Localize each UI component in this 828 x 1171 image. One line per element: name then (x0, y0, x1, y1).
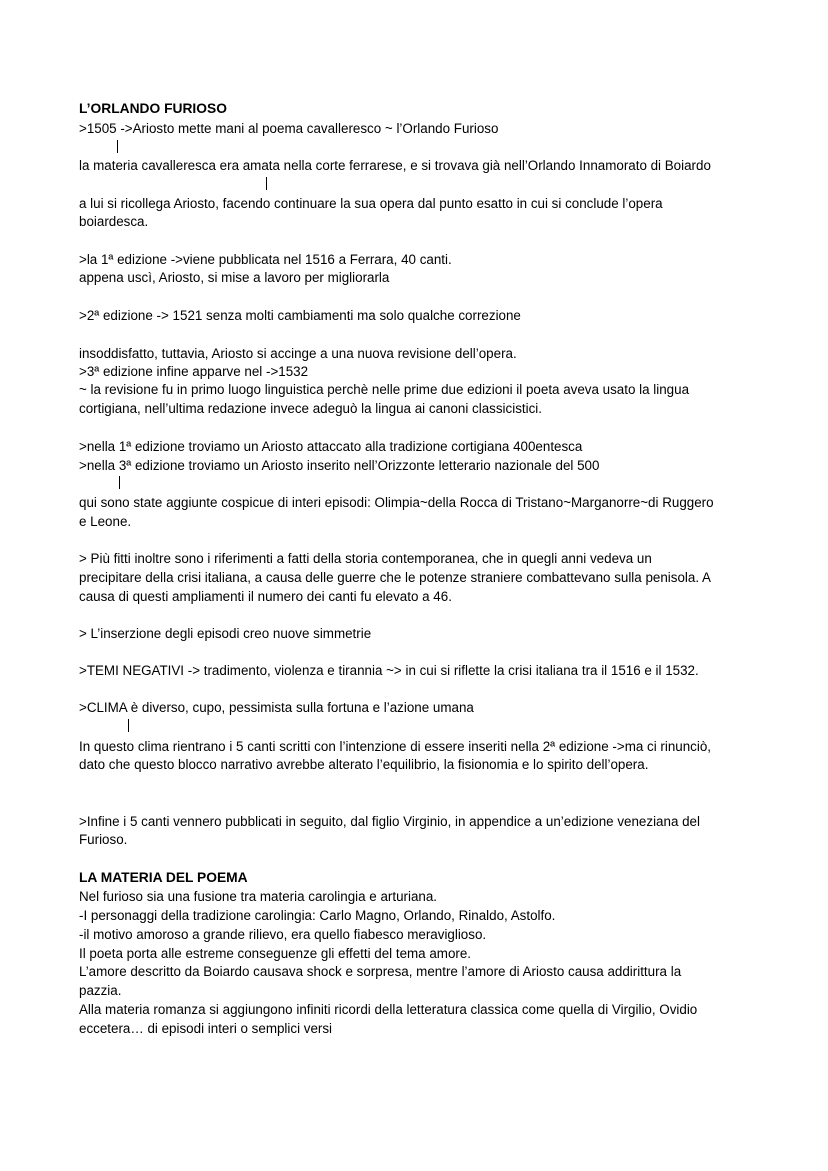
text-line: precipitare della crisi italiana, a causa delle guerre che le potenze straniere combattevano sulla penisola. A (79, 570, 711, 585)
text-line: causa di questi ampliamenti il numero dei canti fu elevato a 46. (79, 589, 452, 604)
text-line: dato che questo blocco narrativo avrebbe alterato l’equilibrio, la fisionomia e lo spirito dell’opera. (79, 757, 649, 772)
text-line: >nella 1ª edizione troviamo un Ariosto attaccato alla tradizione cortigiana 400entesca (79, 439, 583, 454)
connector-line (128, 719, 129, 732)
text-line: >TEMI NEGATIVI -> tradimento, violenza e tirannia ~> in cui si riflette la crisi italiana tra il 1516 e il 1532. (79, 663, 699, 678)
text-line: >CLIMA è diverso, cupo, pessimista sulla fortuna e l’azione umana (79, 700, 474, 715)
text-line: la materia cavalleresca era amata nella corte ferrarese, e si trovava già nell’Orlando Innamorato di Boiardo (79, 158, 711, 173)
text-line: cortigiana, nell’ultima redazione invece adeguò la lingua ai canoni classicistici. (79, 401, 542, 416)
text-line: Nel furioso sia una fusione tra materia carolingia e arturiana. (79, 889, 438, 904)
text-line: appena uscì, Ariosto, si mise a lavoro per migliorarla (79, 270, 390, 285)
text-line: >nella 3ª edizione troviamo un Ariosto inserito nell’Orizzonte letterario nazionale del 500 (79, 458, 600, 473)
text-line: -il motivo amoroso a grande rilievo, era quello fiabesco meraviglioso. (79, 927, 487, 942)
text-line: >2ª edizione -> 1521 senza molti cambiamenti ma solo qualche correzione (79, 308, 521, 323)
connector-line (117, 140, 118, 153)
text-line: > Più fitti inoltre sono i riferimenti a fatti della storia contemporanea, che in quegli anni vedeva un (79, 551, 652, 566)
text-line: eccetera… di episodi interi o semplici versi (79, 1021, 333, 1036)
text-line: Furioso. (79, 832, 128, 847)
text-line: L’amore descritto da Boiardo causava shock e sorpresa, mentre l’amore di Ariosto causa addirittura la (79, 964, 682, 979)
text-line: boiardesca. (79, 214, 149, 229)
text-line: ~ la revisione fu in primo luogo linguistica perchè nelle prime due edizioni il poeta aveva usato la lingua (79, 382, 690, 397)
text-line: a lui si ricollega Ariosto, facendo continuare la sua opera dal punto esatto in cui si conclude l’opera (79, 196, 663, 211)
text-line: >3ª edizione infine apparve nel ->1532 (79, 364, 309, 379)
connector-line (266, 177, 267, 190)
text-line: >1505 ->Ariosto mette mani al poema cavalleresco ~ l’Orlando Furioso (79, 121, 499, 136)
text-line: Il poeta porta alle estreme conseguenze gli effetti del tema amore. (79, 946, 472, 961)
text-line: e Leone. (79, 514, 132, 529)
text-line: Alla materia romanza si aggiungono infiniti ricordi della letteratura classica come quella di Virgilio, Ovidio (79, 1002, 698, 1017)
text-line: -I personaggi della tradizione carolingia: Carlo Magno, Orlando, Rinaldo, Astolfo. (79, 908, 556, 923)
text-line: insoddisfatto, tuttavia, Ariosto si accinge a una nuova revisione dell’opera. (79, 346, 517, 361)
connector-line (119, 476, 120, 489)
text-line: pazzia. (79, 983, 122, 998)
text-line: In questo clima rientrano i 5 canti scritti con l’intenzione di essere inseriti nella 2ª edizione ->ma ci rinunciò, (79, 739, 712, 754)
section-title-orlando-furioso: L’ORLANDO FURIOSO (79, 101, 227, 116)
text-line: > L’inserzione degli episodi creo nuove simmetrie (79, 626, 372, 641)
text-line: qui sono state aggiunte cospicue di interi episodi: Olimpia~della Rocca di Tristano~Marganorre~di Ruggero (79, 495, 714, 510)
text-line: >la 1ª edizione ->viene pubblicata nel 1516 a Ferrara, 40 canti. (79, 252, 452, 267)
text-line: >Infine i 5 canti vennero pubblicati in seguito, dal figlio Virginio, in appendice a un’edizione veneziana del (79, 814, 700, 829)
section-title-materia-del-poema: LA MATERIA DEL POEMA (79, 870, 248, 885)
